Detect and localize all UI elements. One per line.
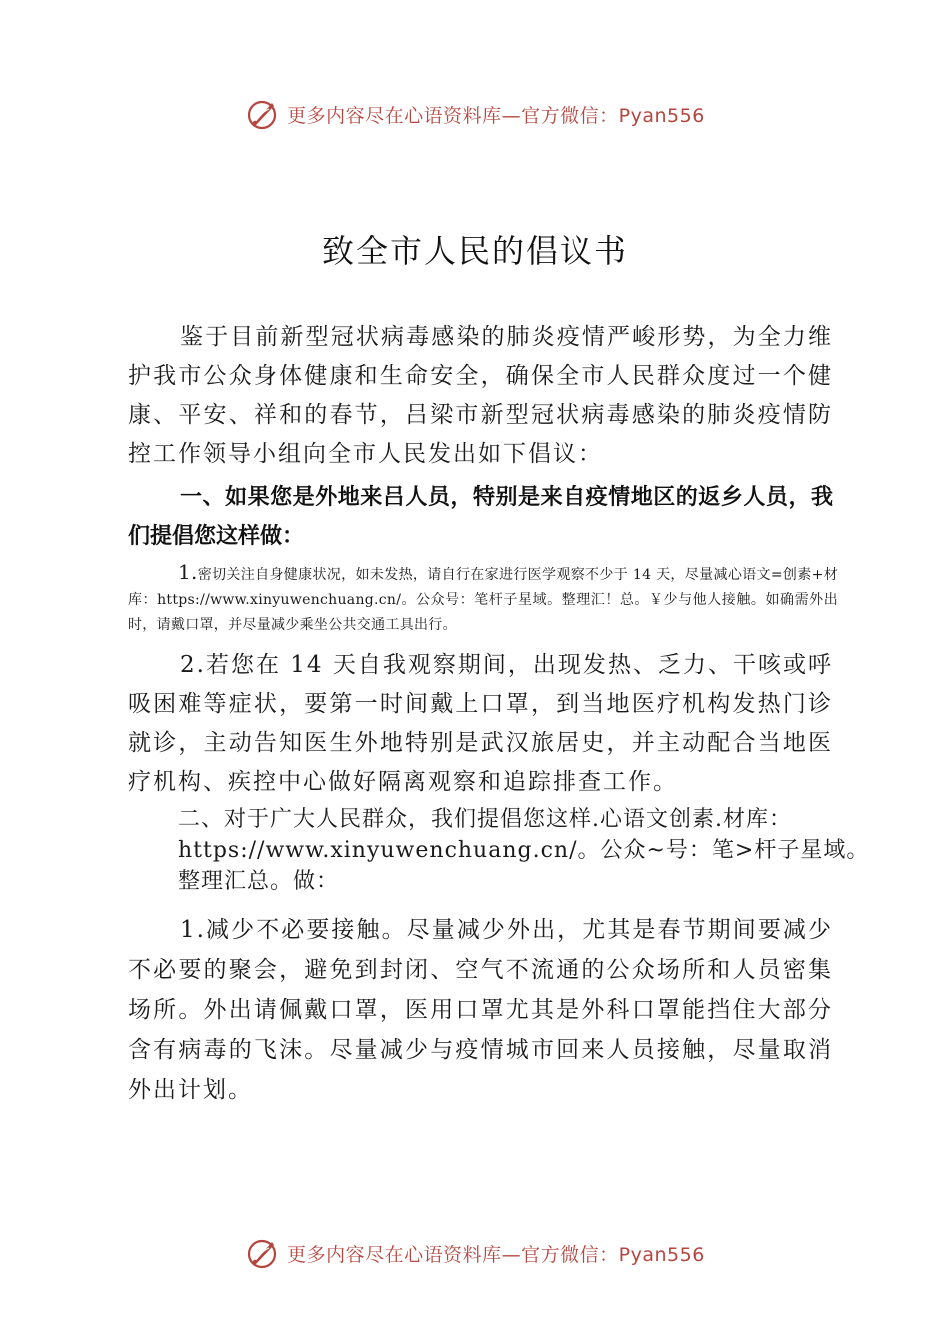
section-two-item-1: 1.减少不必要接触。尽量减少外出，尤其是春节期间要减少不必要的聚会，避免到封闭、空气不流通的公众场所和人员密集场所。外出请佩戴口罩，医用口罩尤其是外科口罩能挡住大部分含有病毒的飞沫。尽量减少与疫情城市回来人员接触，尽量取消外出计划。	[128, 917, 833, 1103]
banner-text: 更多内容尽在心语资料库—官方微信：Pyan556	[287, 1243, 705, 1266]
header-banner	[0, 94, 950, 134]
footer-banner	[0, 1233, 950, 1273]
banner-text: 更多内容尽在心语资料库—官方微信：Pyan556	[287, 104, 705, 127]
item-number: 1.	[178, 560, 198, 584]
page-title: 致全市人民的倡议书	[321, 232, 628, 270]
section-two-heading-line-2: https://www.xinyuwenchuang.cn/。公众~号：笔>杆子星域。	[178, 838, 870, 863]
section-one-heading: 一、如果您是外地来吕人员，特别是来自疫情地区的返乡人员，我们提倡您这样做：	[128, 485, 833, 549]
item-text: 密切关注自身健康状况，如未发热，请自行在家进行医学观察不少于 14 天，尽量减心语文=创素+材库：https://www.xinyuwenchuang.cn/。公众号：笔杆子星域。整理汇！总。￥少与他人接触。如确需外出时，请戴口罩，并尽量减少乘坐公共交通工具出行。	[128, 567, 838, 633]
section-two-heading	[178, 804, 878, 897]
section-one-item-2: 2.若您在 14 天自我观察期间，出现发热、乏力、干咳或呼吸困难等症状，要第一时间戴上口罩，到当地医疗机构发热门诊就诊，主动告知医生外地特别是武汉旅居史，并主动配合当地医疗机构、疾控中心做好隔离观察和追踪排查工作。	[128, 652, 833, 795]
quill-pen-logo-icon	[245, 97, 279, 131]
quill-pen-logo-icon	[245, 1236, 279, 1270]
section-two-heading-line-1: 二、对于广大人民群众，我们提倡您这样.心语文创素.材库：	[178, 807, 792, 832]
intro-paragraph: 鉴于目前新型冠状病毒感染的肺炎疫情严峻形势，为全力维护我市公众身体健康和生命安全，确保全市人民群众度过一个健康、平安、祥和的春节，吕梁市新型冠状病毒感染的肺炎疫情防控工作领导小组向全市人民发出如下倡议：	[128, 324, 833, 467]
section-two-heading-line-3: 整理汇总。做：	[178, 869, 340, 894]
section-one-item-1	[128, 560, 838, 638]
